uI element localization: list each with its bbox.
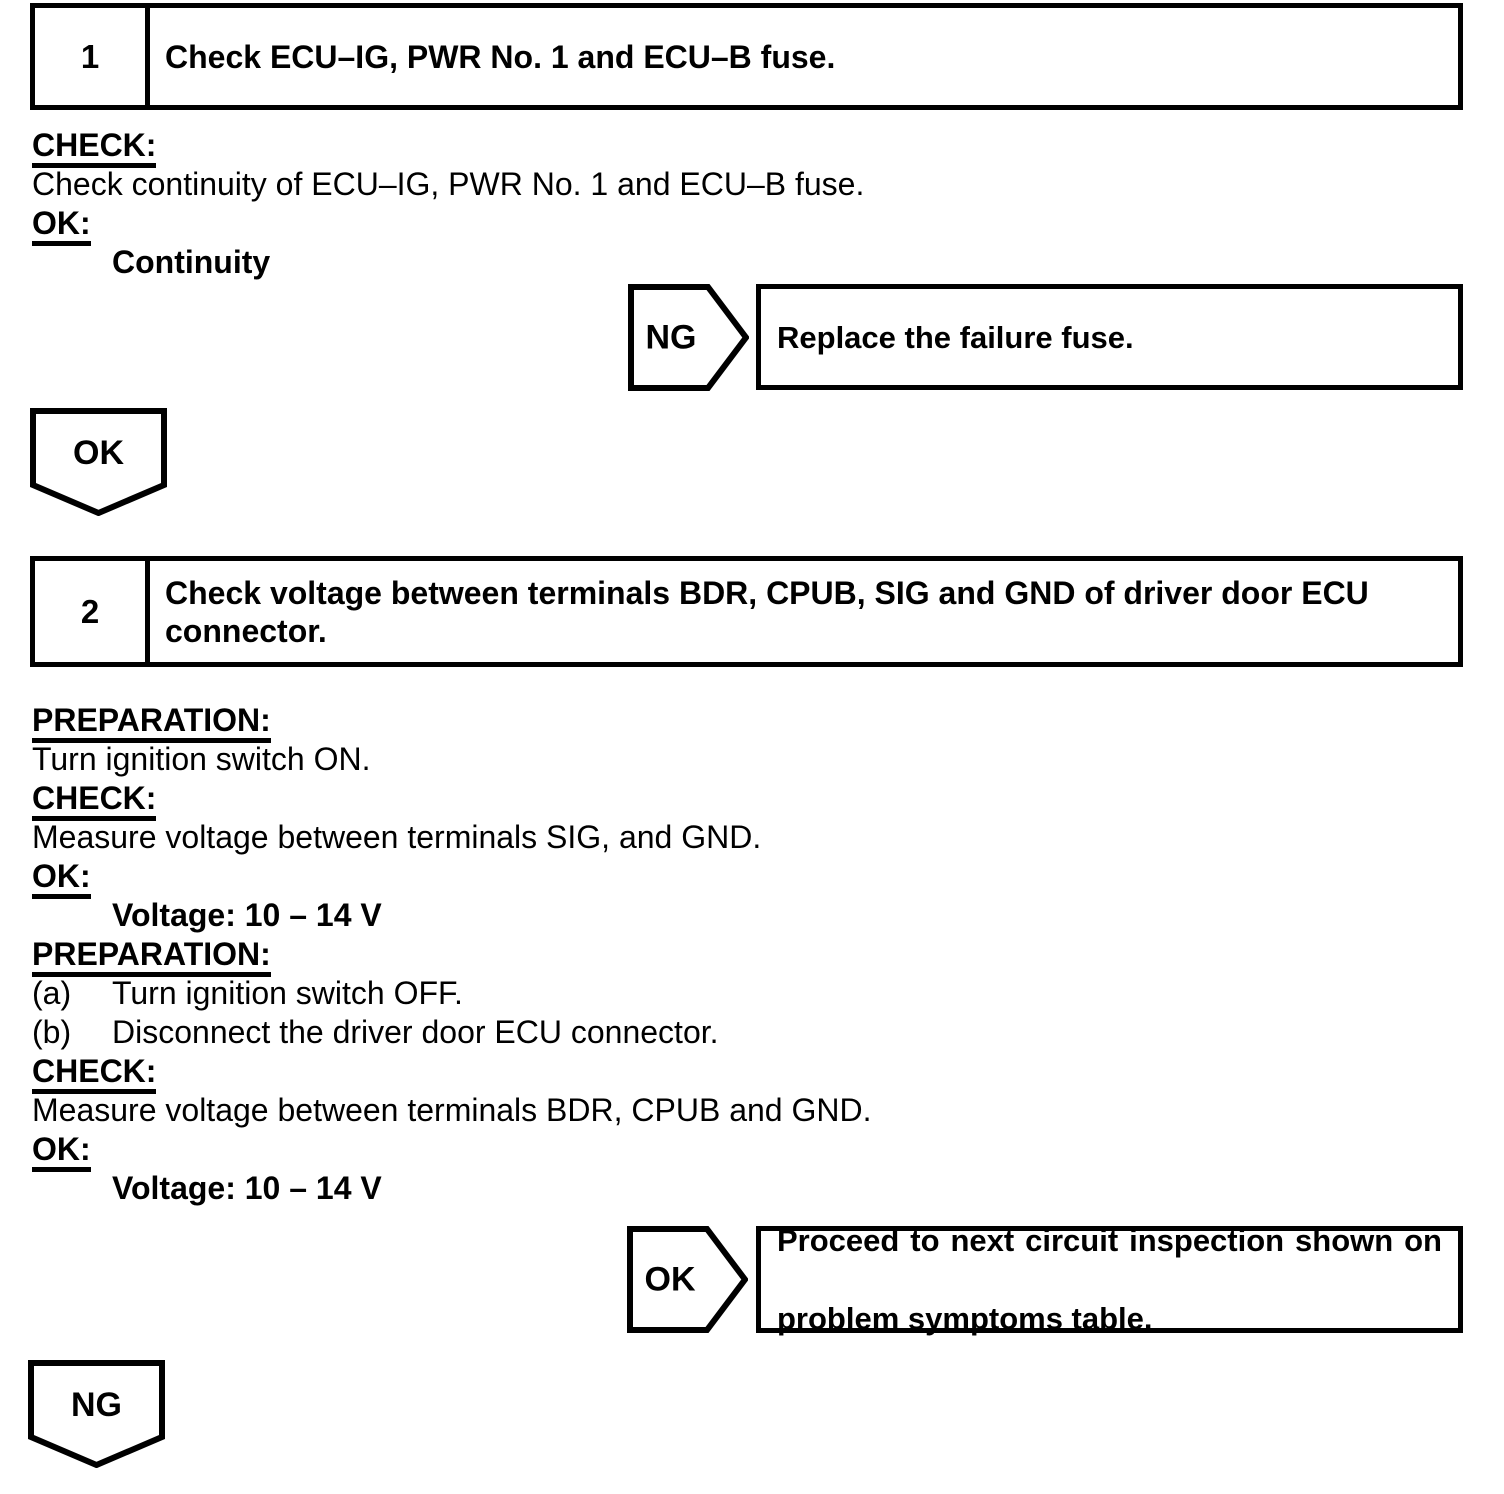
ng-branch-connector (628, 284, 749, 391)
ng-branch-label: NG (645, 318, 697, 356)
check-instruction-1: Check continuity of ECU–IG, PWR No. 1 and ECU–B fuse. (32, 166, 865, 202)
preparation-label-1: PREPARATION: (32, 705, 271, 743)
ok-value-voltage-2: Voltage: 10 – 14 V (112, 1170, 382, 1206)
step-2-number: 2 (35, 561, 150, 662)
ok-value-continuity: Continuity (112, 244, 271, 280)
ok-label-1: OK: (32, 208, 91, 246)
list-item-a-text: Turn ignition switch OFF. (112, 975, 463, 1011)
check-label-2: CHECK: (32, 783, 156, 821)
step-1-box (30, 3, 1463, 110)
ok-continue-connector (30, 408, 167, 516)
ok-label-3: OK: (32, 1134, 91, 1172)
ok-branch-connector (627, 1226, 748, 1333)
check-instruction-2: Measure voltage between terminals SIG, and GND. (32, 819, 762, 855)
list-item-b-marker: (b) (32, 1014, 72, 1050)
check-section-1 (32, 128, 156, 168)
list-item-b-text: Disconnect the driver door ECU connector. (112, 1014, 719, 1050)
ok-section-3 (32, 1132, 91, 1172)
preparation-section-2 (32, 937, 271, 977)
step-1-title: Check ECU–IG, PWR No. 1 and ECU–B fuse. (165, 38, 836, 75)
ok-continue-label: OK (73, 434, 124, 472)
check-instruction-3: Measure voltage between terminals BDR, CPUB and GND. (32, 1092, 872, 1128)
ok-branch-label: OK (644, 1260, 696, 1298)
ok-section-1 (32, 206, 91, 246)
ng-continue-connector (28, 1360, 165, 1468)
check-label-1: CHECK: (32, 130, 156, 168)
ok-value-voltage-1: Voltage: 10 – 14 V (112, 897, 382, 933)
ng-continue-label: NG (71, 1386, 122, 1424)
list-item-b (32, 1015, 719, 1049)
ok-label-2: OK: (32, 861, 91, 899)
ng-result-text: Replace the failure fuse. (777, 319, 1134, 355)
ok-section-2 (32, 859, 91, 899)
ok-result-box (756, 1223, 1463, 1336)
preparation-instruction-1: Turn ignition switch ON. (32, 741, 371, 777)
list-item-a-marker: (a) (32, 975, 72, 1011)
check-label-3: CHECK: (32, 1056, 156, 1094)
ok-result-text-line-1: Proceed to next circuit inspection shown on (777, 1223, 1442, 1258)
step-2-title: Check voltage between terminals BDR, CPUB, SIG and GND of driver door ECU connector. (165, 574, 1369, 649)
step-2-box (30, 556, 1463, 667)
ng-result-box (756, 284, 1463, 390)
preparation-label-2: PREPARATION: (32, 939, 271, 977)
preparation-section-1 (32, 703, 271, 743)
check-section-2 (32, 781, 156, 821)
step-1-number: 1 (35, 8, 150, 105)
check-section-3 (32, 1054, 156, 1094)
ok-result-text-line-2: problem symptoms table. (777, 1301, 1153, 1336)
list-item-a (32, 976, 463, 1010)
